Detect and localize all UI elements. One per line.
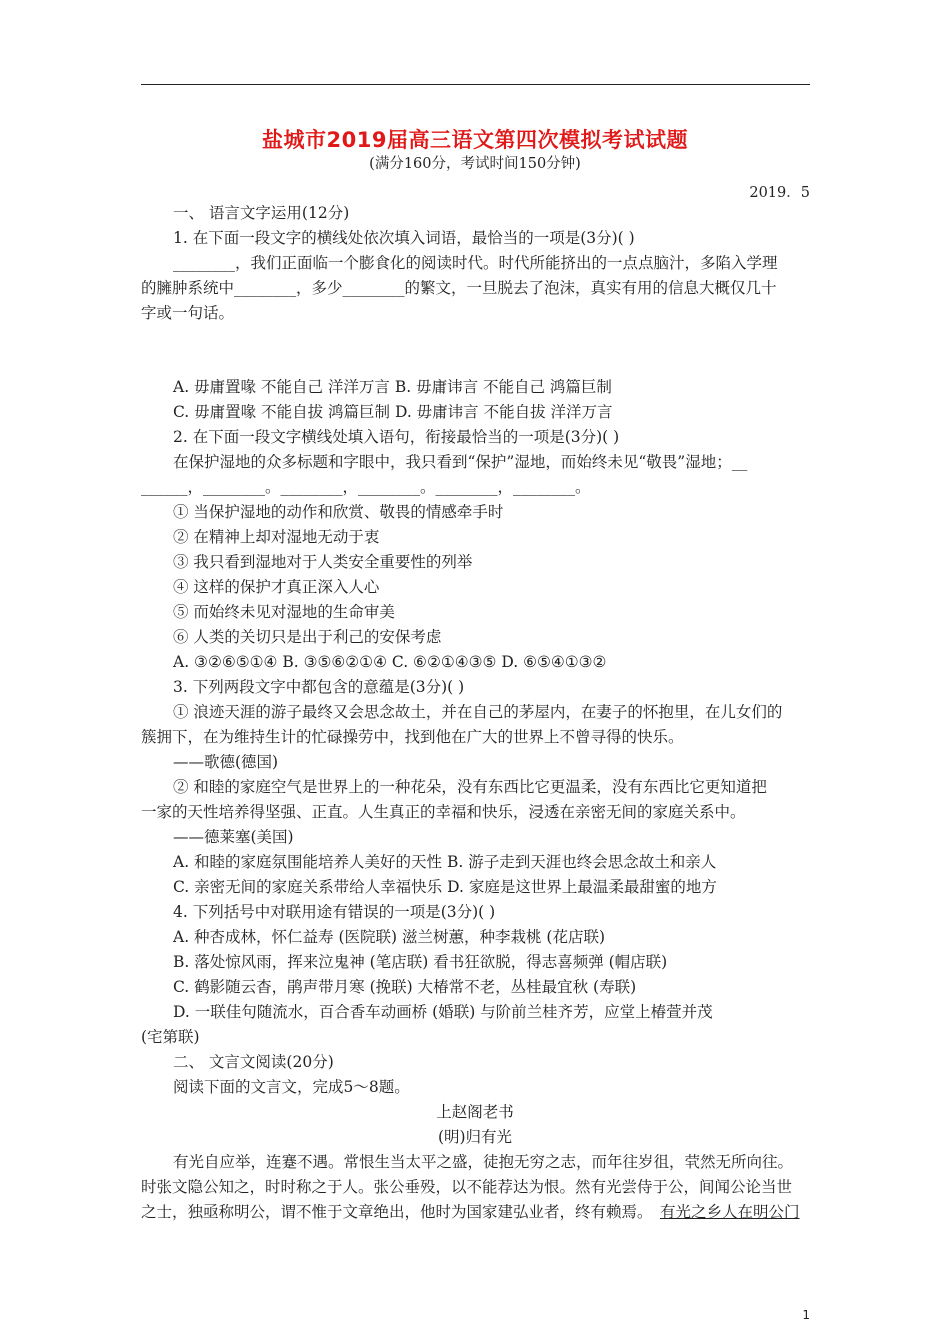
text-line: ⑥ 人类的关切只是出于利己的安保考虑 <box>173 628 442 646</box>
text-line: C. 亲密无间的家庭关系带给人幸福快乐 D. 家庭是这世界上最温柔最甜蜜的地方 <box>173 878 717 896</box>
text-line: 3. 下列两段文字中都包含的意蕴是(3分)( ) <box>173 678 465 696</box>
text-line: 阅读下面的文言文，完成5～8题。 <box>173 1078 410 1096</box>
text-line: 上赵阁老书 <box>436 1103 514 1121</box>
text-line: (宅第联) <box>141 1028 200 1046</box>
text-line: ______，________。________，________。________，________。 <box>141 478 591 496</box>
text-line: 一、 语言文字运用(12分) <box>173 204 350 222</box>
header-rule <box>141 84 810 85</box>
text-line: (明)归有光 <box>437 1128 513 1146</box>
text-line: 1. 在下面一段文字的横线处依次填入词语，最恰当的一项是(3分)( ) <box>173 229 635 247</box>
text-line: A. ③②⑥⑤①④ B. ③⑤⑥②①④ C. ⑥②①④③⑤ D. ⑥⑤④①③② <box>173 653 607 671</box>
text-line: A. 和睦的家庭氛围能培养人美好的天性 B. 游子走到天涯也终会思念故土和亲人 <box>173 853 717 871</box>
exam-info: (满分160分，考试时间150分钟) <box>369 156 581 172</box>
underlined-text: 有光之乡人在明公门 <box>660 1203 800 1221</box>
text-line: ——德莱塞(美国) <box>173 828 294 846</box>
text-line: 簇拥下，在为维持生计的忙碌操劳中，找到他在广大的世界上不曾寻得的快乐。 <box>141 728 684 746</box>
text-line: ④ 这样的保护才真正深入人心 <box>173 578 380 596</box>
text-line: ② 在精神上却对湿地无动于衷 <box>173 528 380 546</box>
text-line: 有光自应举，连蹇不遇。常恨生当太平之盛，徒抱无穷之志，而年往岁徂，茕然无所向往。 <box>173 1153 794 1171</box>
text-line: ① 浪迹天涯的游子最终又会思念故土，并在自己的茅屋内，在妻子的怀抱里，在儿女们的 <box>173 703 783 721</box>
page-number: 1 <box>802 1308 810 1322</box>
text-line: ——歌德(德国) <box>173 753 279 771</box>
text-line: 在保护湿地的众多标题和字眼中，我只看到“保护”湿地，而始终未见“敬畏”湿地；__ <box>173 453 748 471</box>
text-line: A. 毋庸置喙 不能自己 洋洋万言 B. 毋庸讳言 不能自己 鸿篇巨制 <box>173 378 612 396</box>
text-line: ③ 我只看到湿地对于人类安全重要性的列举 <box>173 553 473 571</box>
exam-date: 2019．5 <box>749 185 810 201</box>
text-line: B. 落处惊风雨，挥来泣鬼神 (笔店联) 看书狂欲脱，得志喜频弹 (帽店联) <box>173 953 668 971</box>
text-line: 时张文隐公知之，时时称之于人。张公垂殁，以不能荐达为恨。然有光尝侍于公，间闻公论当世 <box>141 1178 793 1196</box>
text-line: 一家的天性培养得坚强、正直。人生真正的幸福和快乐，浸透在亲密无间的家庭关系中。 <box>141 803 746 821</box>
text-line: C. 毋庸置喙 不能自拔 鸿篇巨制 D. 毋庸讳言 不能自拔 洋洋万言 <box>173 403 613 421</box>
page-title: 盐城市2019届高三语文第四次模拟考试试题 <box>262 128 688 152</box>
text-line: ⑤ 而始终未见对湿地的生命审美 <box>173 603 395 621</box>
text-line: 的臃肿系统中________，多少________的繁文，一旦脱去了泡沫，真实有用的信息大概仅几十 <box>141 279 777 297</box>
text-line: 4. 下列括号中对联用途有错误的一项是(3分)( ) <box>173 903 496 921</box>
text-line: A. 种杏成林，怀仁益寿 (医院联) 滋兰树蕙，种李栽桃 (花店联) <box>173 928 606 946</box>
text-line: ________，我们正面临一个膨食化的阅读时代。时代所能挤出的一点点脑汁，多陷入学理 <box>173 254 778 272</box>
text-line: C. 鹤影随云杳，鹃声带月寒 (挽联) 大椿常不老，丛桂最宜秋 (寿联) <box>173 978 637 996</box>
underlined-sentence <box>660 1202 800 1222</box>
text-line: D. 一联佳句随流水，百合香车动画桥 (婚联) 与阶前兰桂齐芳，应堂上椿萱并茂 <box>173 1003 713 1021</box>
text-line: 二、 文言文阅读(20分) <box>173 1053 334 1071</box>
text-line: ① 当保护湿地的动作和欣赏、敬畏的情感牵手时 <box>173 503 504 521</box>
text-line: 之士，独亟称明公，谓不惟于文章绝出，他时为国家建弘业者，终有赖焉。 <box>141 1203 653 1221</box>
text-line: 2. 在下面一段文字横线处填入语句，衔接最恰当的一项是(3分)( ) <box>173 428 620 446</box>
text-line: ② 和睦的家庭空气是世界上的一种花朵，没有东西比它更温柔，没有东西比它更知道把 <box>173 778 767 796</box>
text-line: 字或一句话。 <box>141 304 235 322</box>
